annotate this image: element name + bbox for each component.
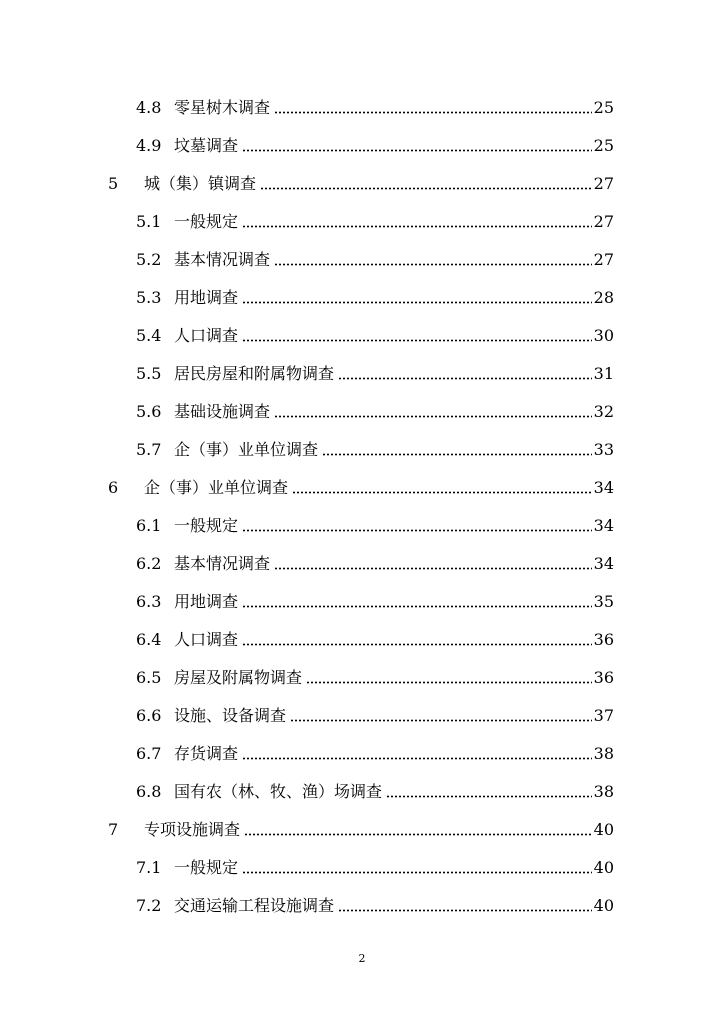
toc-entry[interactable] (108, 820, 614, 840)
toc-entry-number: 6.8 (136, 782, 162, 801)
toc-entry-page: 25 (593, 136, 614, 155)
toc-entry-number: 6.4 (136, 630, 162, 649)
toc-entry[interactable] (136, 326, 614, 346)
toc-entry-page: 28 (593, 288, 614, 307)
toc-entry-title: 专项设施调查 (144, 820, 241, 839)
toc-entry[interactable] (136, 896, 614, 916)
toc-entry-page: 31 (593, 364, 614, 383)
toc-entry-title: 人口调查 (174, 326, 239, 345)
dot-leader (242, 605, 592, 608)
toc-entry-title: 零星树木调查 (174, 98, 271, 117)
dot-leader (242, 643, 592, 646)
toc-entry[interactable] (136, 554, 614, 574)
dot-leader (338, 909, 592, 912)
toc-entry-number: 5.7 (136, 440, 162, 459)
toc-entry-page: 36 (593, 630, 614, 649)
toc-entry[interactable] (136, 516, 614, 536)
toc-entry-title: 存货调查 (174, 744, 239, 763)
dot-leader (242, 529, 592, 532)
toc-entry-title: 基本情况调查 (174, 250, 271, 269)
toc-entry-title: 一般规定 (174, 212, 239, 231)
toc-entry[interactable] (136, 782, 614, 802)
toc-entry-page: 37 (593, 706, 614, 725)
toc-entry-page: 38 (593, 782, 614, 801)
toc-entry-title: 基础设施调查 (174, 402, 271, 421)
dot-leader (260, 187, 592, 190)
toc-entry-page: 33 (593, 440, 614, 459)
dot-leader (292, 491, 592, 494)
toc-entry[interactable] (136, 592, 614, 612)
toc-entry-title: 一般规定 (174, 516, 239, 535)
toc-entry-title: 企（事）业单位调查 (174, 440, 319, 459)
toc-entry-page: 27 (593, 212, 614, 231)
toc-entry[interactable] (136, 212, 614, 232)
toc-entry-title: 用地调查 (174, 592, 239, 611)
toc-entry-number: 6.3 (136, 592, 162, 611)
toc-entry-number: 7 (108, 820, 119, 839)
toc-entry-number: 5.2 (136, 250, 162, 269)
toc-entry-title: 企（事）业单位调查 (144, 478, 289, 497)
toc-entry-number: 7.1 (136, 858, 162, 877)
toc-entry[interactable] (136, 706, 614, 726)
toc-entry-number: 4.8 (136, 98, 162, 117)
dot-leader (274, 567, 592, 570)
toc-entry-number: 5 (108, 174, 119, 193)
toc-entry[interactable] (136, 250, 614, 270)
dot-leader (274, 415, 592, 418)
toc-entry-number: 5.4 (136, 326, 162, 345)
toc-entry-title: 用地调查 (174, 288, 239, 307)
toc-entry-page: 40 (593, 858, 614, 877)
toc-entry-number: 4.9 (136, 136, 162, 155)
toc-entry[interactable] (136, 364, 614, 384)
toc-entry-number: 7.2 (136, 896, 162, 915)
toc-entry-number: 5.3 (136, 288, 162, 307)
dot-leader (322, 453, 592, 456)
toc-entry-title: 基本情况调查 (174, 554, 271, 573)
toc-entry-number: 5.5 (136, 364, 162, 383)
toc-entry-page: 25 (593, 98, 614, 117)
toc-entry-page: 35 (593, 592, 614, 611)
dot-leader (242, 225, 592, 228)
toc-entry-number: 5.6 (136, 402, 162, 421)
toc-entry-title: 房屋及附属物调查 (174, 668, 303, 687)
page-number-footer: 2 (358, 952, 366, 965)
toc-entry-title: 国有农（林、牧、渔）场调查 (174, 782, 383, 801)
dot-leader (386, 795, 592, 798)
dot-leader (242, 301, 592, 304)
dot-leader (290, 719, 592, 722)
toc-entry[interactable] (136, 668, 614, 688)
toc-entry[interactable] (108, 174, 614, 194)
toc-entry-number: 6.2 (136, 554, 162, 573)
dot-leader (242, 871, 592, 874)
toc-entry-page: 38 (593, 744, 614, 763)
dot-leader (274, 111, 592, 114)
toc-entry[interactable] (136, 288, 614, 308)
dot-leader (244, 833, 592, 836)
toc-entry-page: 34 (593, 554, 614, 573)
toc-entry[interactable] (136, 858, 614, 878)
toc-entry-number: 6.1 (136, 516, 162, 535)
toc-entry-page: 32 (593, 402, 614, 421)
toc-entry[interactable] (136, 630, 614, 650)
toc-entry[interactable] (136, 440, 614, 460)
toc-entry-page: 34 (593, 478, 614, 497)
dot-leader (242, 339, 592, 342)
toc-entry[interactable] (136, 744, 614, 764)
toc-entry-title: 交通运输工程设施调查 (174, 896, 335, 915)
toc-entry-page: 36 (593, 668, 614, 687)
toc-entry-number: 6.6 (136, 706, 162, 725)
toc-entry[interactable] (108, 478, 614, 498)
toc-entry-number: 6.7 (136, 744, 162, 763)
toc-entry[interactable] (136, 402, 614, 422)
toc-entry-title: 居民房屋和附属物调查 (174, 364, 335, 383)
dot-leader (274, 263, 592, 266)
toc-entry-page: 30 (593, 326, 614, 345)
toc-entry-number: 6.5 (136, 668, 162, 687)
toc-entry-title: 一般规定 (174, 858, 239, 877)
toc-entry-page: 34 (593, 516, 614, 535)
toc-entry-page: 27 (593, 250, 614, 269)
toc-entry-page: 40 (593, 896, 614, 915)
dot-leader (242, 757, 592, 760)
toc-entry-title: 设施、设备调查 (174, 706, 287, 725)
toc-entry-title: 城（集）镇调查 (144, 174, 257, 193)
toc-entry-page: 27 (593, 174, 614, 193)
toc-entry[interactable] (136, 136, 614, 156)
dot-leader (338, 377, 592, 380)
dot-leader (306, 681, 592, 684)
toc-entry-number: 6 (108, 478, 119, 497)
toc-entry-page: 40 (593, 820, 614, 839)
toc-entry[interactable] (136, 98, 614, 118)
toc-entry-title: 坟墓调查 (174, 136, 239, 155)
dot-leader (242, 149, 592, 152)
toc-entry-title: 人口调查 (174, 630, 239, 649)
toc-entry-number: 5.1 (136, 212, 162, 231)
